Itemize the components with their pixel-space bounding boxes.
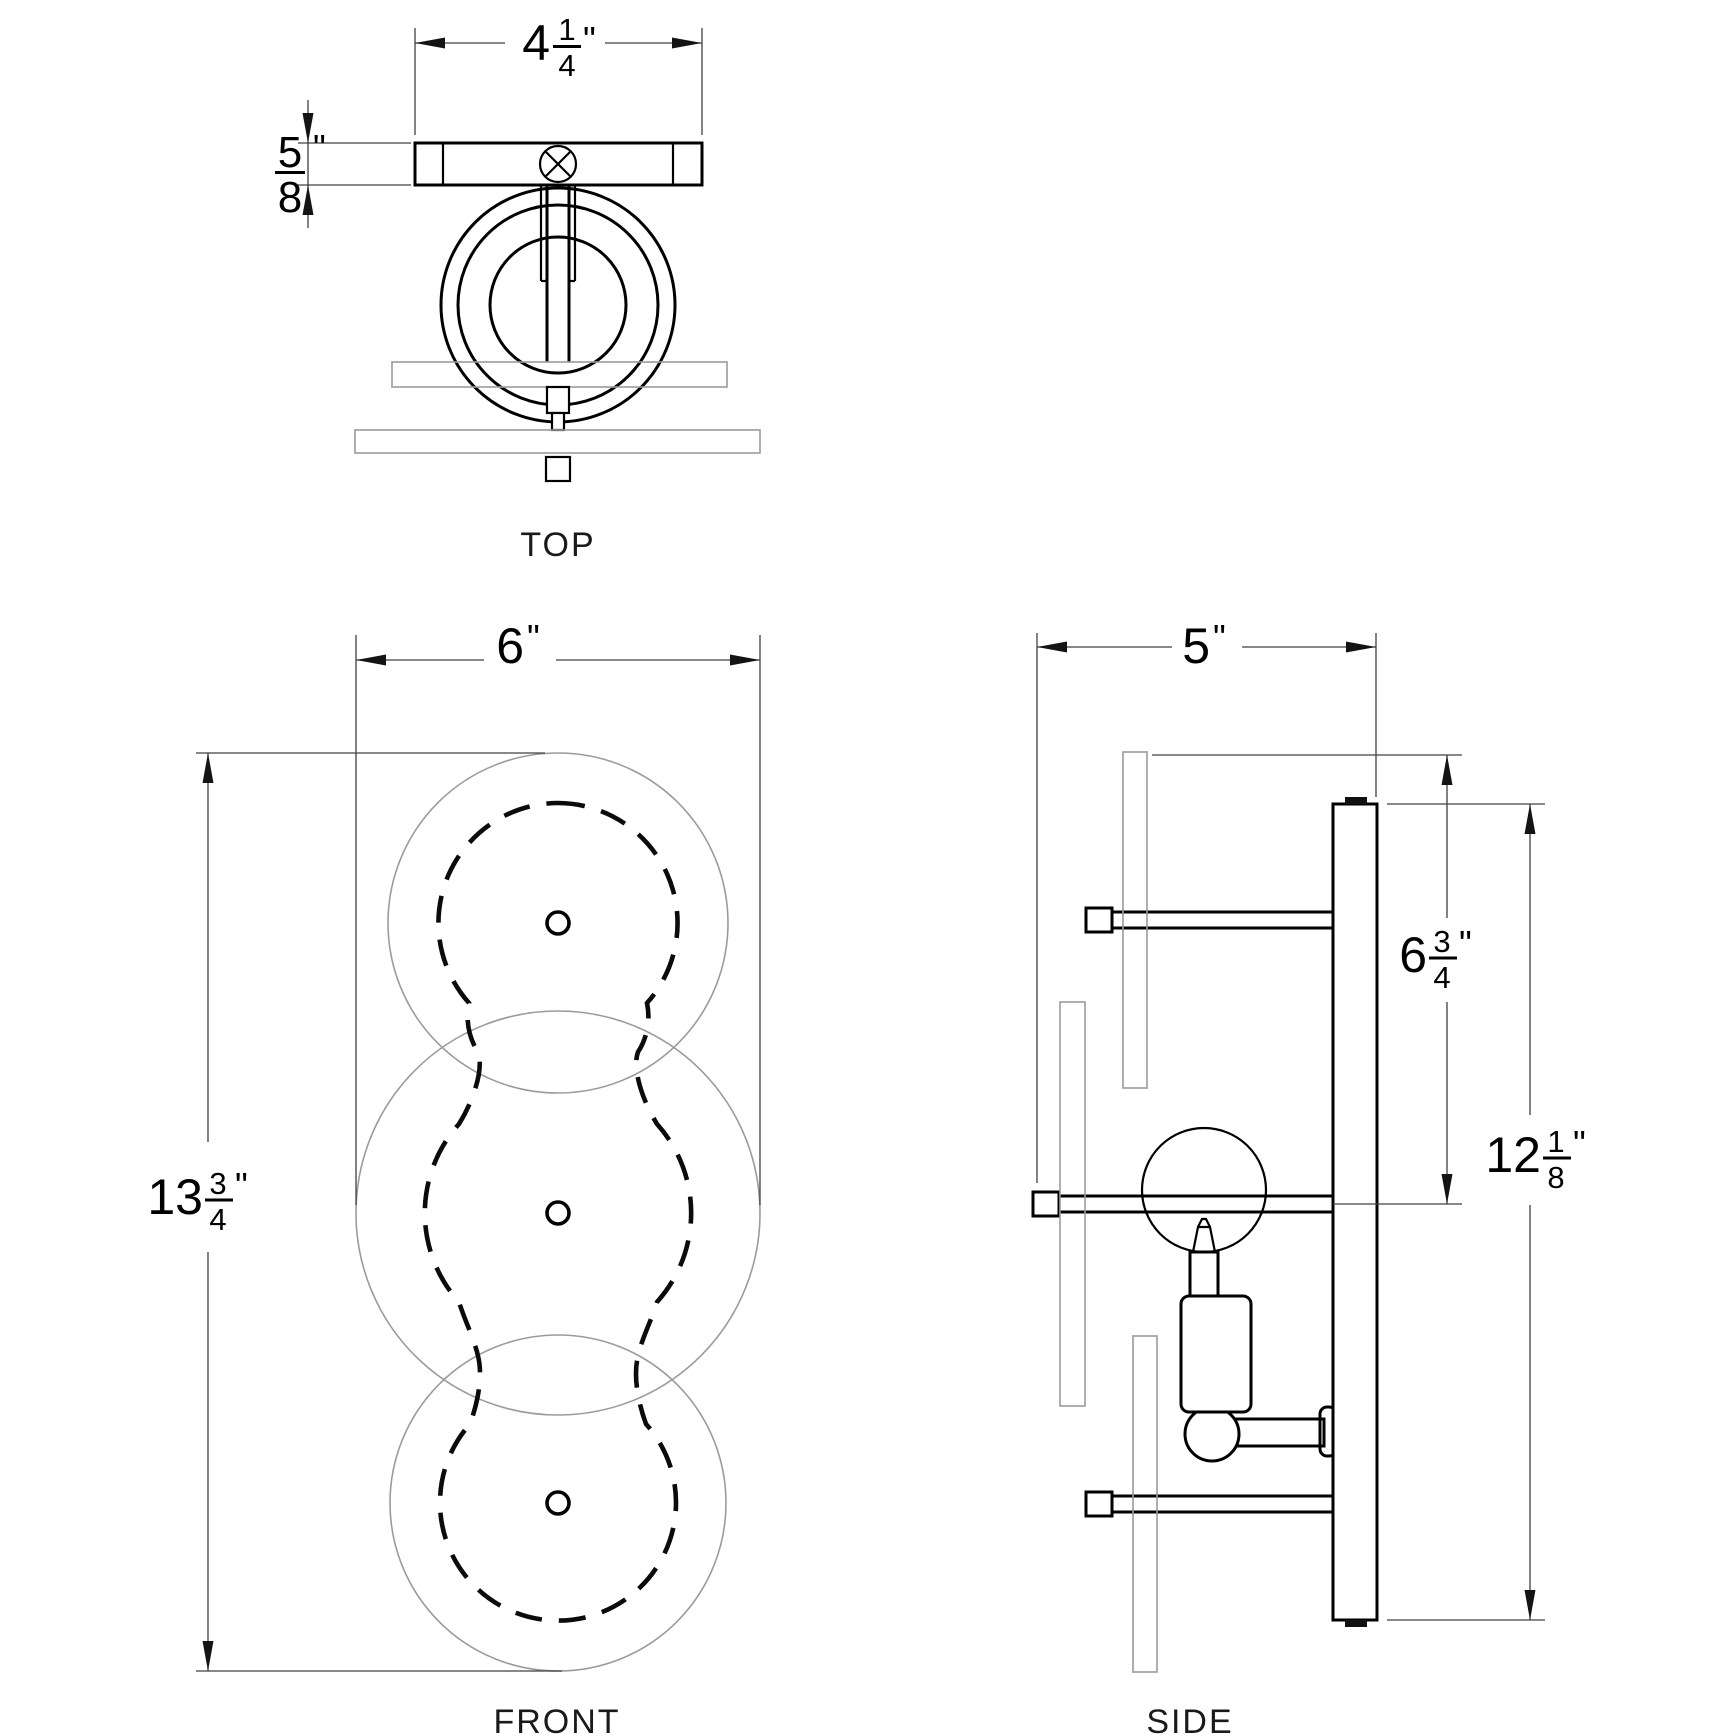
dim-side-upper-height xyxy=(1152,755,1472,1204)
dim-side-total-num: 1 xyxy=(1547,1124,1565,1159)
dim-front-height-unit: " xyxy=(235,1165,248,1206)
side-arm-middle xyxy=(1059,1196,1333,1212)
stem-tip-segment xyxy=(552,413,564,430)
bulb-neck-taper xyxy=(1193,1227,1215,1252)
screw-icon xyxy=(540,146,576,182)
top-view-disc-edge-6in xyxy=(355,430,760,453)
dim-front-height-den: 4 xyxy=(209,1202,227,1237)
dim-front-height xyxy=(147,753,562,1671)
bulb-globe xyxy=(1142,1128,1266,1252)
front-dashed-backplate-outline xyxy=(425,803,691,1621)
side-arm-bottom xyxy=(1112,1496,1333,1512)
side-disc-edge-top xyxy=(1123,752,1147,1088)
side-arm-top xyxy=(1112,912,1333,928)
dim-side-total-whole: 12 xyxy=(1485,1127,1541,1183)
dim-plate-width-whole: 4 xyxy=(522,15,550,71)
dim-side-upper-unit: " xyxy=(1459,923,1472,964)
dim-front-width-unit: " xyxy=(527,617,540,658)
wall-plate xyxy=(1333,804,1377,1620)
front-hub-top xyxy=(547,912,569,934)
stem-segment xyxy=(547,387,569,413)
top-view-label: TOP xyxy=(520,526,596,564)
dim-side-depth-unit: " xyxy=(1213,617,1226,658)
socket-elbow-ball xyxy=(1185,1407,1239,1461)
front-disc-middle xyxy=(356,1011,760,1415)
dim-side-upper-num: 3 xyxy=(1433,924,1451,959)
dim-side-total-unit: " xyxy=(1573,1123,1586,1164)
side-disc-edge-bottom xyxy=(1133,1336,1157,1672)
stem-end-knob xyxy=(546,457,570,481)
dim-front-width-whole: 6 xyxy=(496,618,524,674)
dim-front-height-num: 3 xyxy=(209,1166,227,1201)
bulb-filament xyxy=(1198,1219,1210,1227)
dim-side-upper-whole: 6 xyxy=(1399,927,1427,983)
front-hub-bottom xyxy=(547,1492,569,1514)
dim-plate-width-den: 4 xyxy=(558,48,576,83)
bulb-base xyxy=(1190,1252,1218,1296)
side-arm-middle-knob xyxy=(1033,1192,1059,1216)
dim-plate-depth-num: 5 xyxy=(277,128,303,177)
lamp-socket-cylinder xyxy=(1181,1296,1251,1412)
dim-side-upper-den: 4 xyxy=(1433,960,1451,995)
top-view-disc-edge-5in xyxy=(392,362,727,387)
dim-plate-width-unit: " xyxy=(583,19,596,60)
side-view xyxy=(1033,617,1586,1736)
side-arm-bottom-knob xyxy=(1086,1492,1112,1516)
front-view-label: FRONT xyxy=(493,1703,621,1736)
wall-plate-bottom-cap xyxy=(1345,1620,1367,1627)
side-disc-edge-middle xyxy=(1060,1002,1085,1406)
front-view xyxy=(147,617,760,1736)
dim-plate-depth-unit: " xyxy=(313,127,326,168)
top-canopy-inner-circle xyxy=(490,237,626,373)
top-canopy-mid-circle xyxy=(458,205,658,405)
socket-support-arm xyxy=(1230,1419,1324,1446)
dim-side-depth-whole: 5 xyxy=(1182,618,1210,674)
dim-plate-depth-den: 8 xyxy=(277,173,303,222)
side-arm-top-knob xyxy=(1086,908,1112,932)
side-view-label: SIDE xyxy=(1146,1703,1234,1736)
front-hub-middle xyxy=(547,1202,569,1224)
wall-plate-top-cap xyxy=(1345,797,1367,804)
dim-plate-width xyxy=(415,12,702,135)
dim-front-height-whole: 13 xyxy=(147,1169,203,1225)
dim-side-total-den: 8 xyxy=(1547,1160,1565,1195)
dim-side-depth xyxy=(1037,617,1376,1183)
dim-plate-depth xyxy=(275,100,411,228)
top-view xyxy=(275,12,760,564)
dim-plate-width-num: 1 xyxy=(558,12,576,47)
